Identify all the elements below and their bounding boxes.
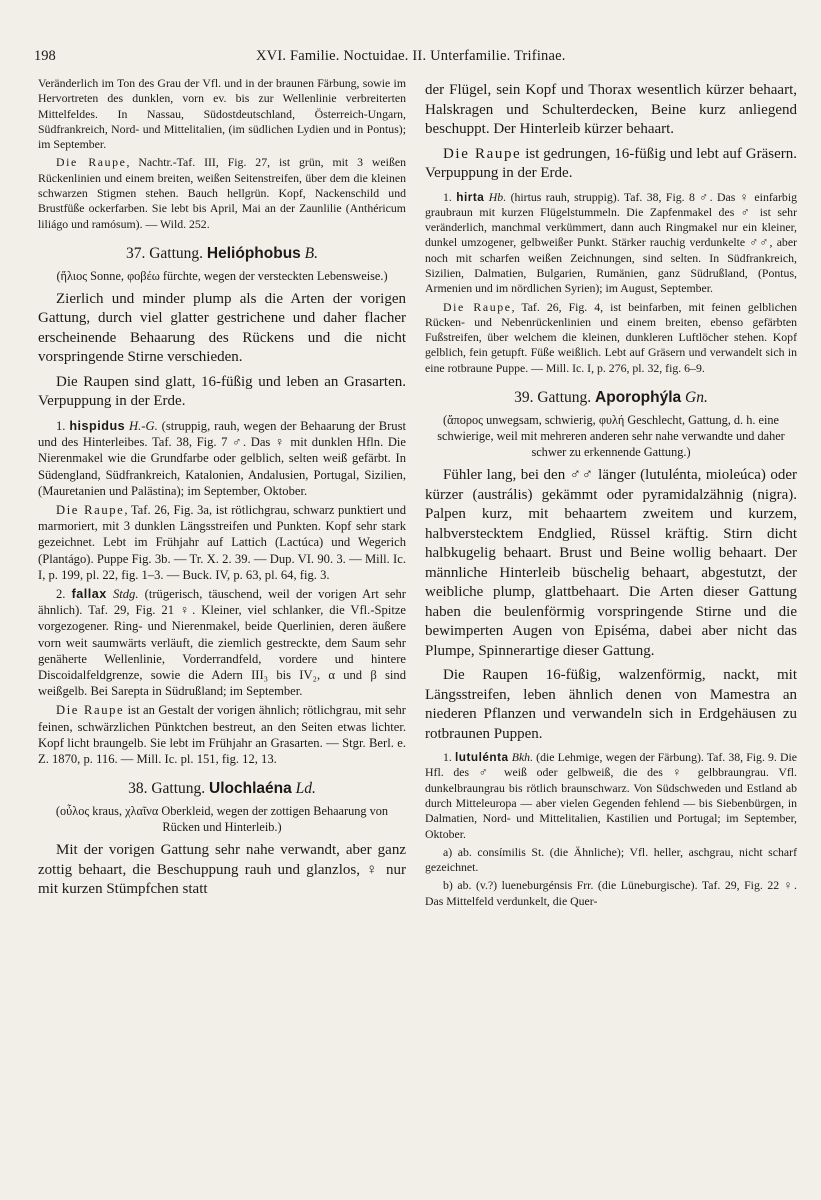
genus-name: Helióphobus <box>206 244 301 262</box>
paragraph-text: , Taf. 26, Fig. 3a, ist rötlichgrau, schwarz punktiert und marmoriert, mit 3 dunklen Längsstreifen und Punkten. Kopf sehr stark gezeichnet. Lebt im Frühjahr auf Lattich (Lactúca) und Wegerich (Plantágo). Puppe Fig. 3b. — Tr. X. 2. 39. — Dup. VI. 90. 3. — Mill. Ic. I, p. 199, pl. 22, fig. 1–3. — Buck. IV, p. 63, pl. 64, fig. 3. <box>38 502 407 582</box>
aberration-entry: a) ab. consímilis St. (die Ähnliche); Vfl. heller, aschgrau, nicht scharf gezeichnet. <box>425 844 797 875</box>
genus-author: Ld. <box>295 780 316 798</box>
genus-number: 37. Gattung. <box>125 244 204 262</box>
paragraph: Die Raupen sind glatt, 16-füßig und leben an Grasarten. Verpuppung in der Erde. <box>38 373 406 410</box>
species-author: Bkh. <box>511 750 534 765</box>
paragraph <box>38 702 406 767</box>
species-text: (hirtus rauh, struppig). Taf. 38, Fig. 8 ♂. Das ♀ einfarbig graubraun mit kurzen Flügelstummeln. Die Zapfenmakel des ♂ ist sehr veränderlich, manchmal verkümmert, dann auch Ringmakel nur ein kleiner, dunkel umzogener, gelbweißer Punkt. Stärker rauchig verdunkelte ♂♂, aber noch mit scharfen weißen Zeichnungen, sind selten. In Südfrankreich, Sizilien, Dalmatien, Bulgarien, Rumänien, ganz Südrußland, (Pontus, Armenien und im nördlichen Syrien); im August, September. <box>425 189 798 296</box>
species-author: Hb. <box>488 189 507 204</box>
right-column <box>425 76 797 912</box>
genus-author: B. <box>304 244 318 262</box>
species-name: hirta <box>456 189 485 204</box>
raupe-label: Die Raupe <box>56 703 125 718</box>
genus-name: Aporophýla <box>595 389 682 407</box>
raupe-label: Die Raupe <box>443 145 522 162</box>
paragraph-text: ist gedrungen, 16-füßig und lebt auf Gräsern. Verpuppung in der Erde. <box>425 145 797 181</box>
species-name: lutulénta <box>454 750 509 765</box>
genus-heading-37 <box>38 244 406 264</box>
species-author: H.-G. <box>129 418 158 433</box>
species-name: hispidus <box>69 418 126 433</box>
paragraph: Zierlich und minder plump als die Arten der vorigen Gattung, durch viel glatter gestrichene und daher flacher erscheinende Behaarung des Rückens und die nicht vorspringende Stirne verschieden. <box>38 290 406 366</box>
paragraph: Mit der vorigen Gattung sehr nahe verwandt, aber ganz zottig behaart, die Beschuppung rauh und glanzlos, ♀ nur mit kurzen Stümpfchen statt <box>38 842 406 898</box>
species-number: 1. <box>443 189 452 204</box>
species-number: 1. <box>443 750 452 765</box>
paragraph-text: ist an Gestalt der vorigen ähnlich; rötlichgrau, mit sehr feinen, schwärzlichen Pünktchen bestreut, an den Seiten etwas lichter. Kopf licht braungelb. Sie lebt im Frühjahr an Grasarten. — Stgr. Berl. e. Z. 1870, p. 116. — Mill. Ic. pl. 151, fig. 12, 13. <box>38 703 407 767</box>
raupe-label: Die Raupe <box>56 502 125 517</box>
species-text: (struppig, rauh, wegen der Behaarung der Brust und des Hinterleibes. Taf. 38, Fig. 7 ♂. Das ♀ mit dunklen Hfln. Die Nierenmakel wie die Grundfarbe oder gelblich, selten weiß gefärbt. In Südengland, Südfrankreich, Katalonien, Andalusien, Portugal, Sizilien, (Mauretanien und Palästina); im September, Oktober. <box>38 418 407 498</box>
genus-heading-39 <box>425 388 797 408</box>
paragraph: Veränderlich im Ton des Grau der Vfl. und in der braunen Färbung, sowie im Hervortreten des dunklen, vorn ev. bis zur Wellenlinie verbreiterten Mittelfeldes. In Nassau, Südostdeutschland, Österreich-Ungarn, Südfrankreich, Nord- und Mittelitalien, (im südlichen Lydien und in Pontus); im September. <box>38 76 406 152</box>
aberration-entry: b) ab. (v.?) lueneburgénsis Frr. (die Lüneburgische). Taf. 29, Fig. 22 ♀. Das Mittelfeld verdunkelt, die Quer- <box>425 878 797 908</box>
genus-number: 39. Gattung. <box>514 389 592 407</box>
paragraph <box>425 300 797 376</box>
species-number: 2. <box>56 587 66 601</box>
genus-etymology: (ἄπορος unwegsam, schwierig, φυλή Geschlecht, Gattung, d. h. eine schwierige, weil mit mehreren anderen sehr nahe verwandte und daher schwer zu erkennende Gattung.) <box>437 413 785 460</box>
species-entry <box>38 418 406 499</box>
species-entry <box>425 190 797 297</box>
paragraph: Fühler lang, bei den ♂♂ länger (lutulénta, mioleúca) oder kürzer (austrális) gekämmt oder pyramidalzähnig (nigra). Palpen kurz, mit behaartem zweitem und kurzem, halbverstecktem Endglied, Rüssel kräftig. Stirn dicht halbkugelig behaart. Brust und Beine wollig behaart. Der männliche Hinterleib büschelig behaart, abgestutzt, der weibliche plump, glattbehaart. Die Arten dieser Gattung haben die beulenförmig vorspringende Stirne und die bewimperten Augen von Episéma, dabei aber nicht das Plumpe, Spinnerartige dieser Gattung. <box>425 467 797 659</box>
species-text: (trügerisch, täuschend, weil der vorigen Art sehr ähnlich). Taf. 29, Fig. 21 ♀. Kleiner, viel schlanker, die Vfl.-Spitze vorgezogener. Ring- und Nierenmakel, beide Querlinien, deren äußere vorn weit saumwärts verläuft, die ziemlich gestreckte, dem Saum sehr genäherte Wellenlinie, Vorderrandfeld, vordere und hintere Discoidalfeldgrenze, sowie die Adern III₃ bis IV₂, α und β sind weißgelb. Bei Sarepta in Südrußland; im September. <box>38 587 406 699</box>
species-text: (die Lehmige, wegen der Färbung). Taf. 38, Fig. 9. Die Hfl. des ♂ weiß oder gelbweiß, die des ♀ gelbbraungrau. Vfl. dunkelbraungrau bis rötlich braunschwarz. Von Südschweden und Estland ab durch Mitteleuropa — aber vielen Gegenden fehlend — bis Siebenbürgen, in Dalmatien, Nord- und Mittelitalien, Kastilien und Portugal; im September, Oktober. <box>425 750 797 841</box>
genus-author: Gn. <box>685 389 708 407</box>
species-number: 1. <box>56 418 66 433</box>
species-entry <box>425 750 797 842</box>
paragraph <box>38 155 406 231</box>
paragraph: der Flügel, sein Kopf und Thorax wesentlich kürzer behaart, Halskragen und Schulterdecken, Beine kurz anliegend beschuppt. Der Hinterleib kürzer behaart. <box>425 82 797 137</box>
genus-number: 38. Gattung. <box>128 780 206 798</box>
running-title: XVI. Familie. Noctuidae. II. Unterfamilie. Trifinae. <box>256 48 566 64</box>
species-name: fallax <box>71 587 107 601</box>
species-entry <box>38 586 406 699</box>
raupe-label: Die Raupe <box>443 299 512 314</box>
paragraph <box>425 145 797 184</box>
paragraph: Die Raupen 16-füßig, walzenförmig, nackt, mit Längsstreifen, leben ähnlich denen von Mamestra an niederen Pflanzen und verwandeln sich in Erdgehäusen zu rotbraunen Puppen. <box>425 667 797 742</box>
paragraph-text: , Nachtr.-Taf. III, Fig. 27, ist grün, mit 3 weißen Rückenlinien und einem breiten, weißen Seitenstreifen, über dem die kleinen schwarzen Stigmen stehen. Bauch hellgrün. Kopf, Nackenschild und Brustfüße ockerfarben. Sie lebt bis April, Mai an der Zaunlilie (Anthéricum liliágo und ramósum). — Wild. 252. <box>38 155 406 231</box>
genus-etymology: (οὖλος kraus, χλαῖνα Oberkleid, wegen der zottigen Behaarung von Rücken und Hinterleib.) <box>55 804 389 835</box>
genus-heading-38 <box>38 779 406 799</box>
raupe-label: Die Raupe <box>56 155 127 170</box>
species-author: Stdg. <box>112 587 139 601</box>
paragraph-text: , Taf. 26, Fig. 4, ist beinfarben, mit feinen gelblichen Rücken- und Nebenrückenlinien und einem breiten, ebenso gefärbten Fußstreifen, über welchem die kleinen, dunkleren Luftlöcher stehen. Kopf gelblich, fein getupft. Füße weißlich. Lebt auf Gräsern und verwandelt sich in eine rotbraune Puppe. — Mill. Ic. I, p. 276, pl. 32, fig. 6–9. <box>425 299 797 375</box>
page-number: 198 <box>34 48 56 64</box>
genus-name: Ulochlaéna <box>209 780 292 798</box>
genus-etymology: (ἥλιος Sonne, φοβέω fürchte, wegen der versteckten Lebensweise.) <box>56 268 388 283</box>
left-column <box>38 76 406 903</box>
paragraph <box>38 502 406 583</box>
running-header <box>34 48 795 68</box>
